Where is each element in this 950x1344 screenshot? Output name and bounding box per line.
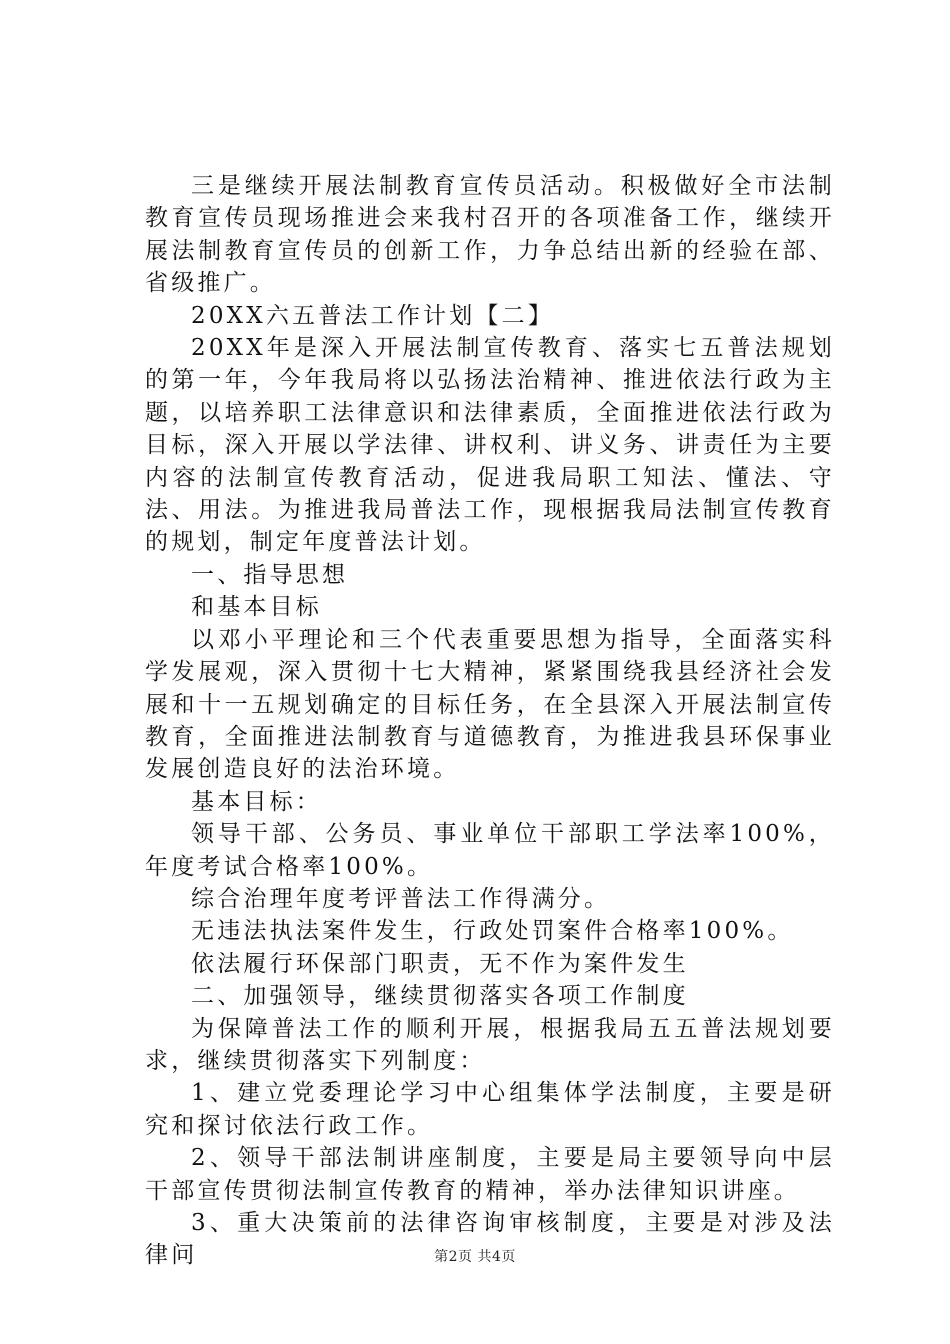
page-number: 第2页 共4页	[434, 1249, 516, 1265]
page-footer	[0, 1246, 950, 1266]
list-item: 2、领导干部法制讲座制度，主要是局主要领导向中层干部宣传贯彻法制宣传教育的精神，举办法律知识讲座。	[145, 1145, 835, 1204]
document-body	[145, 170, 835, 1272]
heading: 一、指导思想	[191, 561, 349, 588]
heading: 和基本目标	[191, 594, 322, 621]
paragraph: 为保障普法工作的顺利开展，根据我局五五普法规划要求，继续贯彻落实下列制度：	[145, 1015, 835, 1074]
list-item: 1、建立党委理论学习中心组集体学法制度，主要是研究和探讨依法行政工作。	[145, 1080, 835, 1139]
paragraph: 20XX年是深入开展法制宣传教育、落实七五普法规划的第一年，今年我局将以弘扬法治精神、推进依法行政为主题，以培养职工法律意识和法律素质，全面推进依法行政为目标，深入开展以学法律、讲权利、讲义务、讲责任为主要内容的法制宣传教育活动，促进我局职工知法、懂法、守法、用法。为推进我局普法工作，现根据我局法制宣传教育的规划，制定年度普法计划。	[145, 335, 835, 556]
paragraph: 以邓小平理论和三个代表重要思想为指导，全面落实科学发展观，深入贯彻十七大精神，紧紧围绕我县经济社会发展和十一五规划确定的目标任务，在全县深入开展法制宣传教育，全面推进法制教育与道德教育，为推进我县环保事业发展创造良好的法治环境。	[145, 626, 835, 783]
heading: 二、加强领导，继续贯彻落实各项工作制度	[191, 983, 689, 1010]
list-item: 3、重大决策前的法律咨询审核制度，主要是对涉及法律问	[145, 1210, 835, 1269]
paragraph: 综合治理年度考评普法工作得满分。	[191, 885, 611, 912]
subheading: 基本目标：	[191, 788, 322, 815]
section-title: 20XX六五普法工作计划【二】	[191, 302, 555, 329]
paragraph: 无违法执法案件发生，行政处罚案件合格率100%。	[191, 918, 794, 945]
paragraph: 领导干部、公务员、事业单位干部职工学法率100%，年度考试合格率100%。	[145, 821, 835, 880]
paragraph: 三是继续开展法制教育宣传员活动。积极做好全市法制教育宣传员现场推进会来我村召开的各项准备工作，继续开展法制教育宣传员的创新工作，力争总结出新的经验在部、省级推广。	[145, 173, 835, 297]
paragraph: 依法履行环保部门职责，无不作为案件发生	[191, 950, 689, 977]
